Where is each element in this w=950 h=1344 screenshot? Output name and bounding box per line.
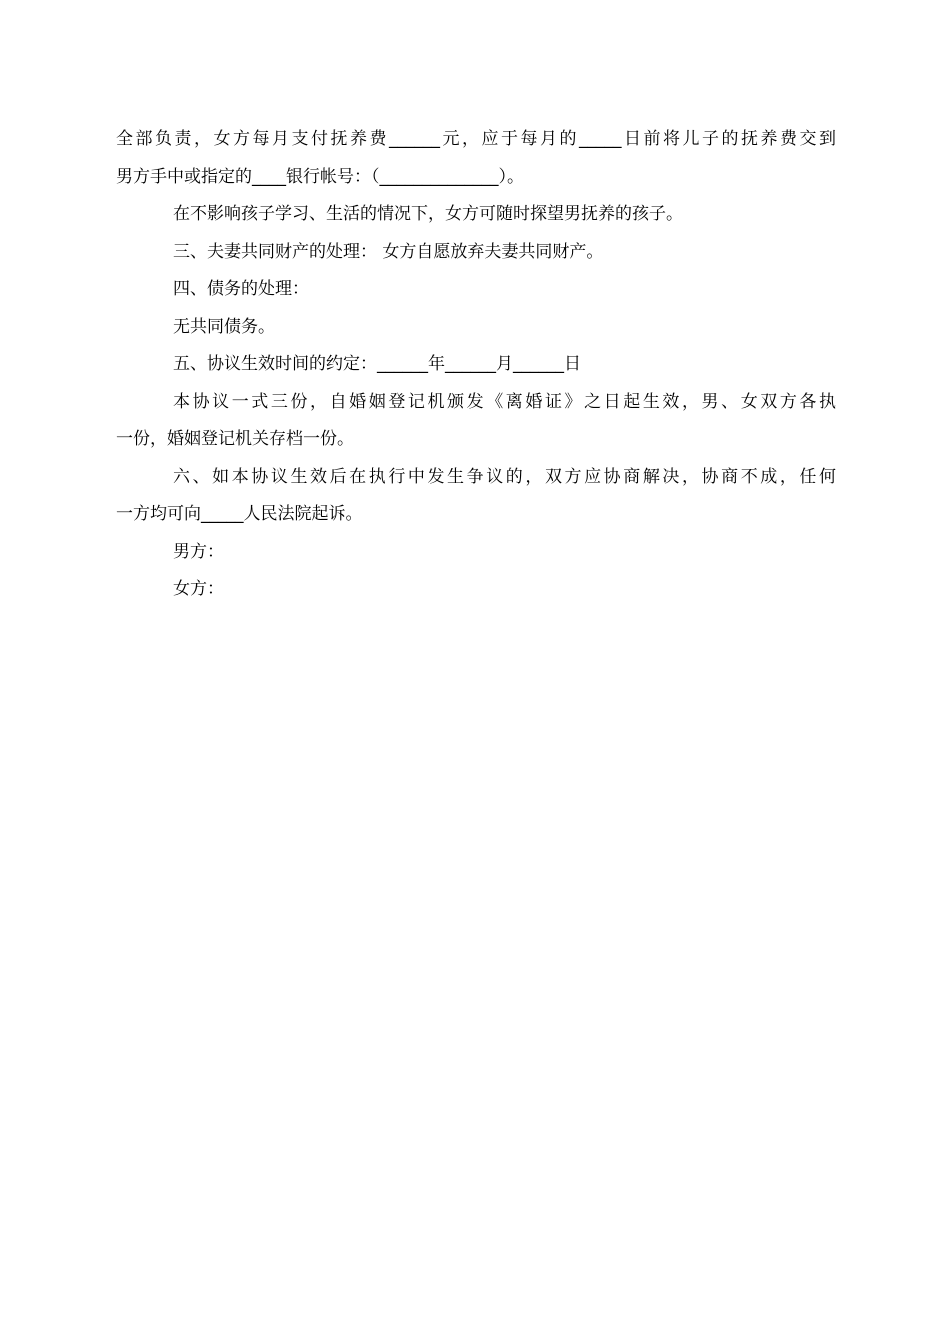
paragraph-copies-line-1: 本协议一式三份，自婚姻登记机颁发《离婚证》之日起生效，男、女双方各执 (173, 391, 836, 412)
section-effective-date: 五、协议生效时间的约定：______年______月______日 (173, 354, 581, 374)
paragraph-no-joint-debts: 无共同债务。 (173, 316, 275, 337)
paragraph-copies-line-2: 一份，婚姻登记机关存档一份。 (116, 429, 354, 449)
paragraph-visitation: 在不影响孩子学习、生活的情况下，女方可随时探望男抚养的孩子。 (173, 204, 683, 224)
paragraph-child-support-line-1: 全部负责，女方每月支付抚养费______元，应于每月的_____日前将儿子的抚养费交到 (116, 129, 836, 149)
document-body (116, 121, 836, 609)
signature-female-party: 女方： (173, 579, 224, 599)
paragraph-child-support-line-2: 男方手中或指定的____银行帐号：（______________）。 (116, 166, 524, 187)
section-dispute-line-1: 六、如本协议生效后在执行中发生争议的，双方应协商解决，协商不成，任何 (173, 466, 836, 487)
section-debts-heading: 四、债务的处理： (173, 279, 309, 299)
section-dispute-line-2: 一方均可向_____人民法院起诉。 (116, 504, 363, 524)
signature-male-party: 男方： (173, 541, 224, 562)
section-joint-property: 三、夫妻共同财产的处理： 女方自愿放弃夫妻共同财产。 (173, 241, 604, 262)
